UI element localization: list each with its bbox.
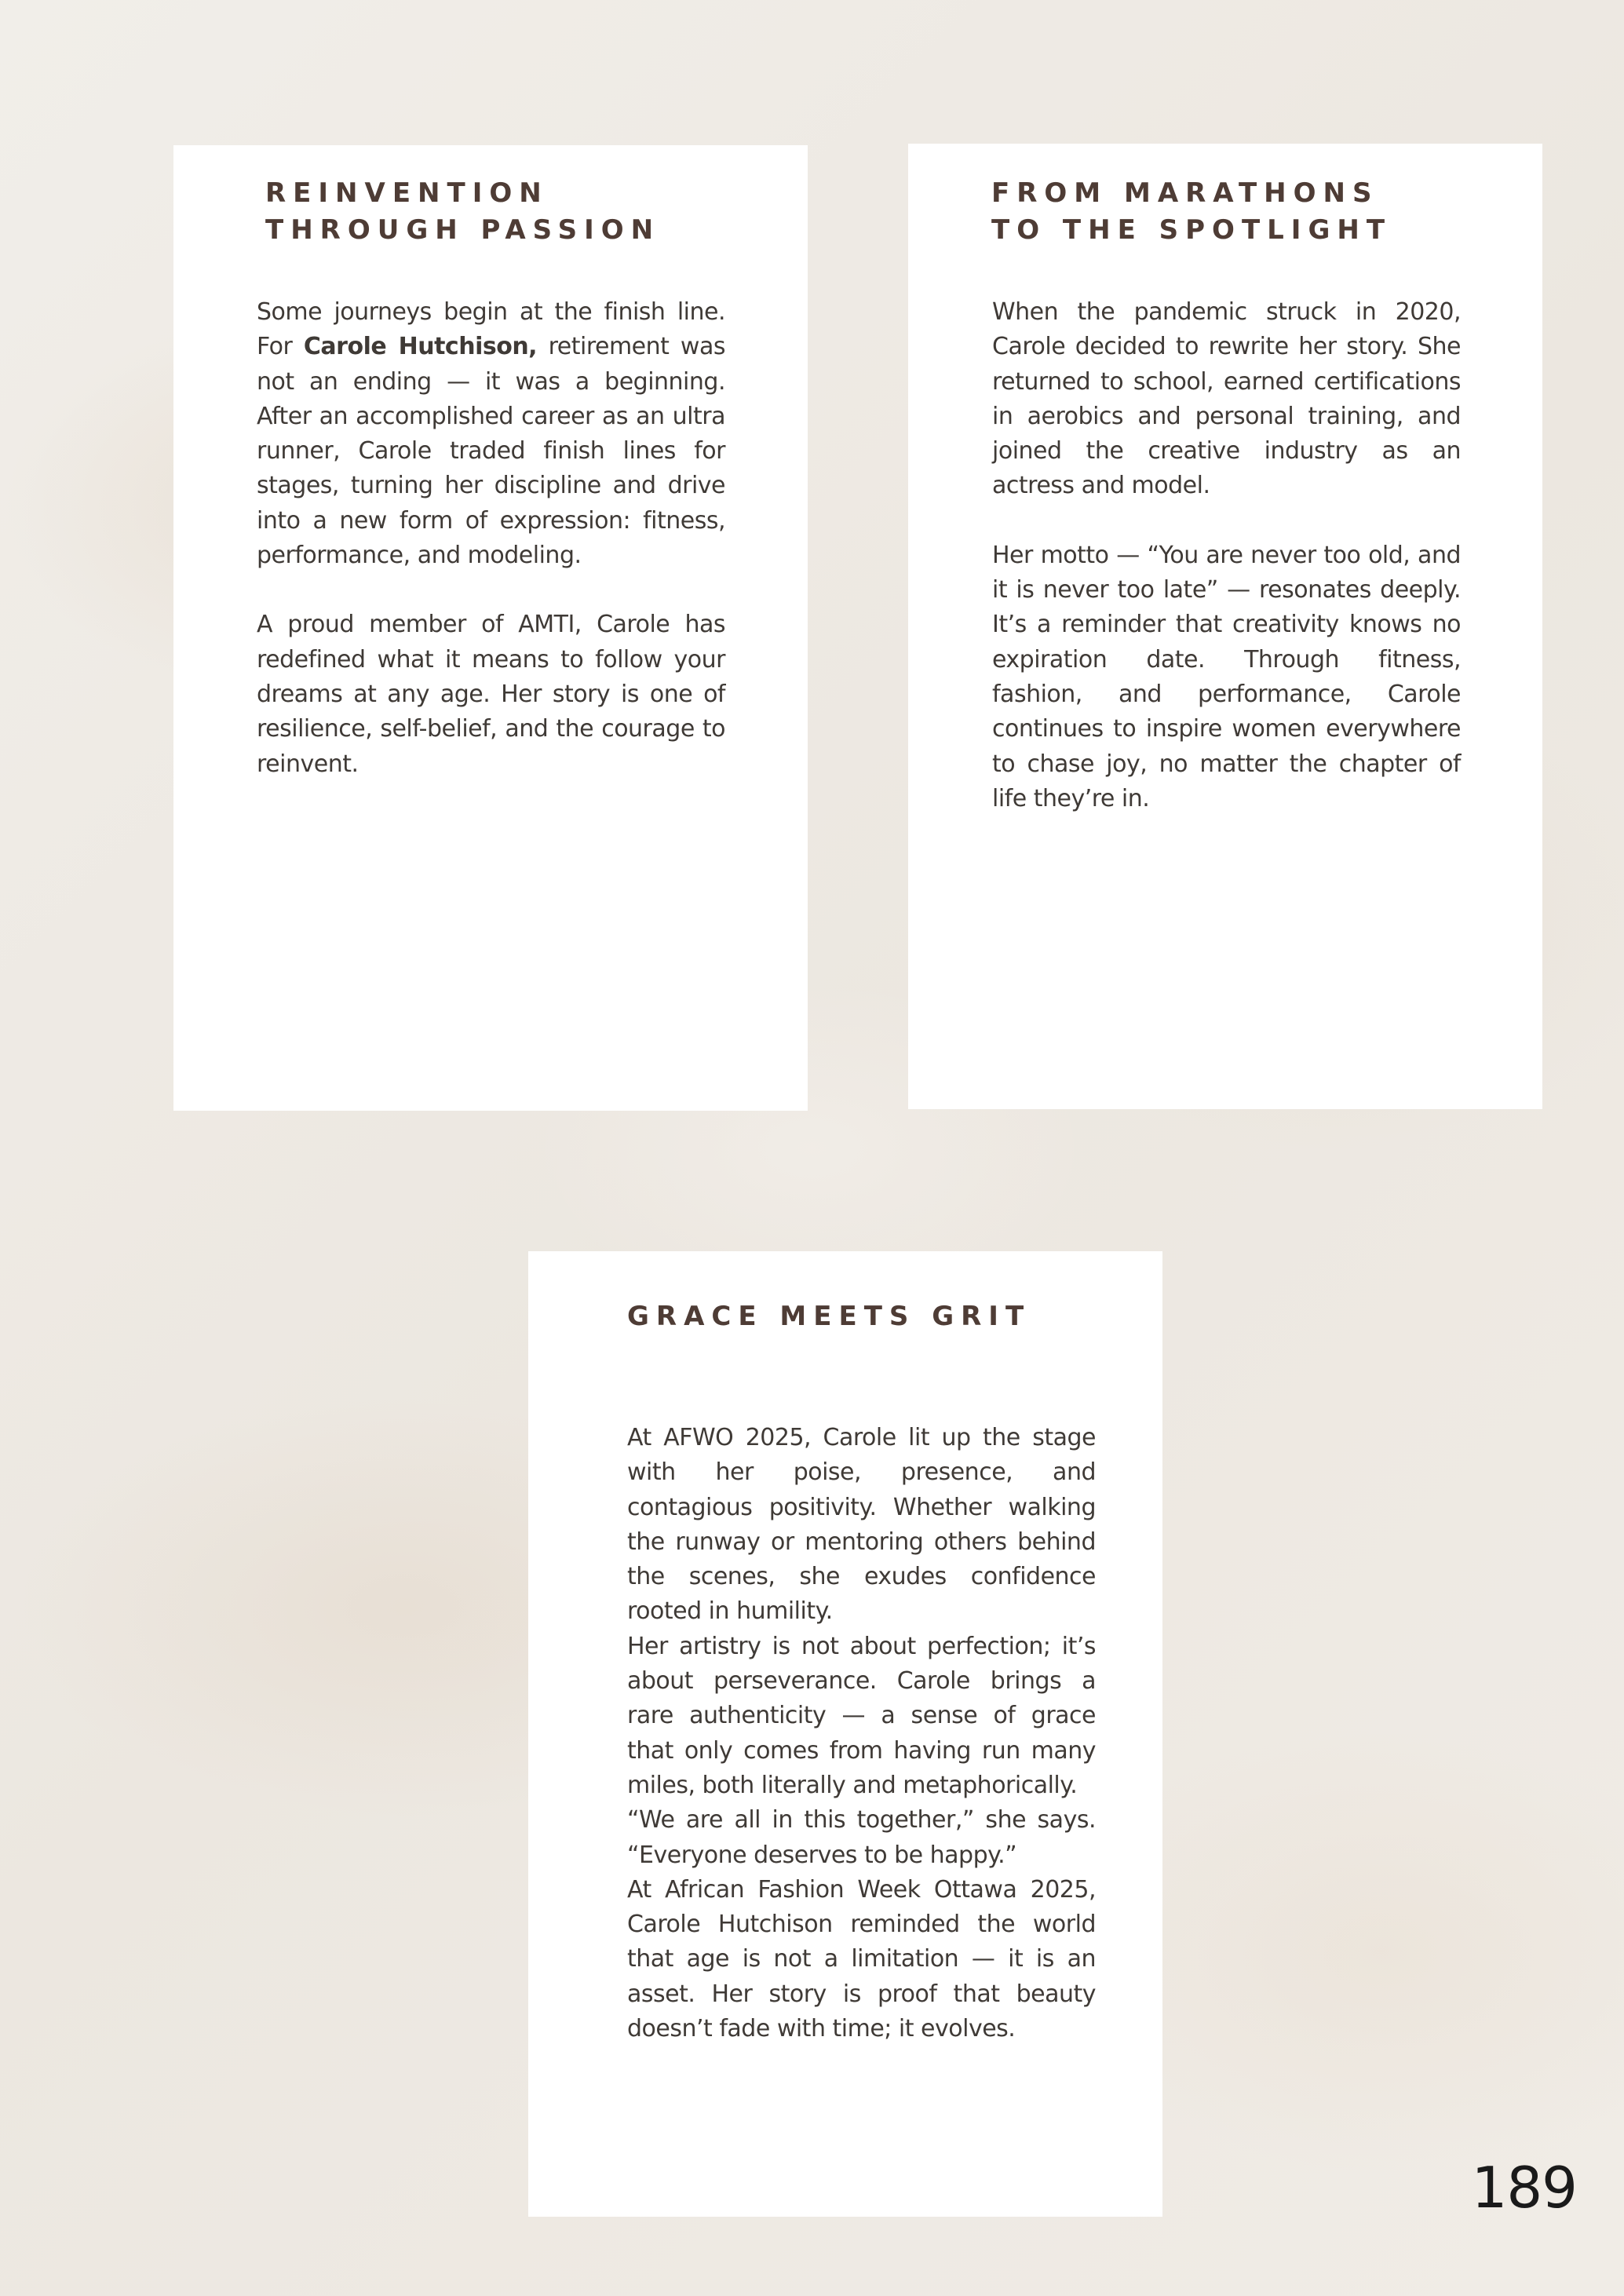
paragraph: When the pandemic struck in 2020, Carole decided to rewrite her story. She returned to school, earned certifications in aerobics and personal training, and joined the creative industry as an actress and model. [992,298,1461,500]
heading-line: GRACE MEETS GRIT [627,1301,1031,1332]
paragraph: Her motto — “You are never too old, and it is never too late” — resonates deeply. It’s a reminder that creativity knows no expiration date. Through fitness, fashion, and performance, Carole continues to inspire women everywhere to chase joy, no matter the chapter of life they’re in. [992,541,1461,812]
page-number: 189 [1471,2155,1577,2221]
heading-grace [627,1298,1031,1335]
paragraph-text: retirement was not an ending — it was a beginning. After an accomplished career as an ultra runner, Carole traded finish lines for stages, turning her discipline and drive into a new form of expression: fitness, performance, and modeling. [257,333,725,570]
heading-line: FROM MARATHONS [991,177,1379,209]
heading-marathons [991,175,1392,249]
heading-line: REINVENTION [265,177,549,209]
heading-line: TO THE SPOTLIGHT [991,214,1392,246]
body-reinvention [257,295,725,782]
body-marathons [992,295,1461,816]
name-highlight: Carole Hutchison, [303,333,538,361]
paragraph-text: Some journeys begin at the finish line. For [257,298,725,361]
body-grace [627,1421,1096,2046]
heading-line: THROUGH PASSION [265,214,661,246]
heading-reinvention [265,175,660,249]
card-reinvention [173,145,808,1111]
paragraph: Her artistry is not about perfection; it’s about perseverance. Carole brings a rare authenticity — a sense of grace that only comes from having run many miles, both literally and metaphorically. [627,1632,1096,1799]
paragraph [257,295,725,573]
paragraph: A proud member of AMTI, Carole has redefined what it means to follow your dreams at any age. Her story is one of resilience, self-belief, and the courage to reinvent. [257,611,725,778]
paragraph: At AFWO 2025, Carole lit up the stage with her poise, presence, and contagious positivity. Whether walking the runway or mentoring others behind the scenes, she exudes confidence rooted in humility. [627,1424,1096,1626]
paragraph: “We are all in this together,” she says. “Everyone deserves to be happy.” [627,1806,1096,1869]
card-grace [528,1251,1162,2217]
paragraph: At African Fashion Week Ottawa 2025, Carole Hutchison reminded the world that age is not a limitation — it is an asset. Her story is proof that beauty doesn’t fade with time; it evolves. [627,1875,1096,2043]
card-marathons [908,144,1542,1109]
